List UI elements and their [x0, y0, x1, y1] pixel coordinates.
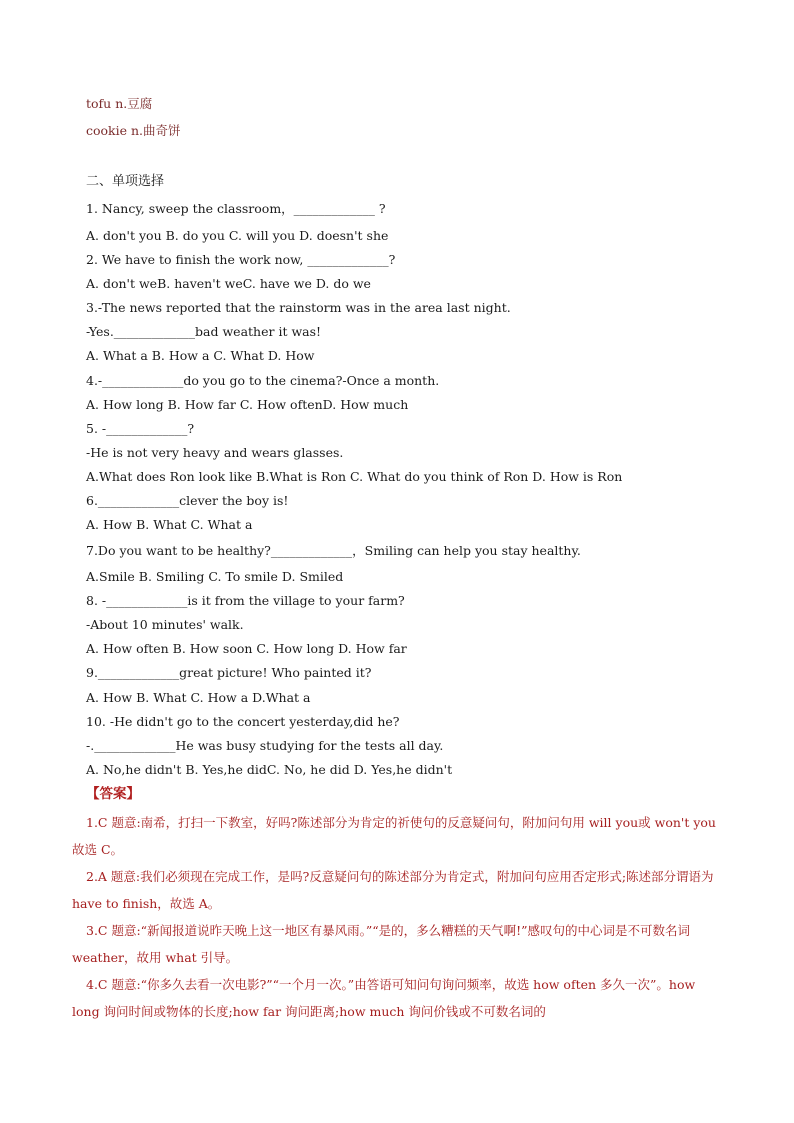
- question-3-options: A. What a B. How a C. What D. How: [86, 348, 315, 363]
- question-3-reply: -Yes._____________bad weather it was!: [86, 324, 322, 339]
- question-10-reply: -._____________He was busy studying for the tests all day.: [86, 738, 444, 753]
- question-5: 5. -_____________?: [86, 421, 195, 436]
- question-5-reply: -He is not very heavy and wears glasses.: [86, 445, 344, 460]
- question-2: 2. We have to finish the work now, _____________?: [86, 252, 396, 267]
- question-6: 6._____________clever the boy is!: [86, 493, 289, 508]
- question-9: 9._____________great picture! Who painted it?: [86, 665, 372, 680]
- question-7: 7.Do you want to be healthy?_____________，Smiling can help you stay healthy.: [86, 543, 581, 558]
- question-8-reply: -About 10 minutes' walk.: [86, 617, 244, 632]
- answer-1: 1.C 题意:南希，打扫一下教室，好吗?陈述部分为肯定的祈使句的反意疑问句，附加问句用 will you或 won't you 故选 C。: [72, 815, 716, 857]
- question-8: 8. -_____________is it from the village to your farm?: [86, 593, 405, 608]
- answer-2: 2.A 题意:我们必须现在完成工作，是吗?反意疑问句的陈述部分为肯定式，附加问句应用否定形式;陈述部分谓语为 have to finish，故选 A。: [72, 869, 714, 911]
- question-8-options: A. How often B. How soon C. How long D. How far: [86, 641, 407, 656]
- question-10-options: A. No,he didn't B. Yes,he didC. No, he did D. Yes,he didn't: [86, 762, 453, 777]
- question-5-options: A.What does Ron look like B.What is Ron C. What do you think of Ron D. How is Ron: [86, 469, 623, 484]
- vocab-item-tofu: tofu n.豆腐: [86, 96, 153, 111]
- question-6-options: A. How B. What C. What a: [86, 517, 253, 532]
- question-3: 3.-The news reported that the rainstorm was in the area last night.: [86, 300, 511, 315]
- question-1-options: A. don't you B. do you C. will you D. doesn't she: [86, 228, 389, 243]
- answer-heading: 【答案】: [86, 786, 140, 802]
- question-9-options: A. How B. What C. How a D.What a: [86, 690, 311, 705]
- question-10: 10. -He didn't go to the concert yesterday,did he?: [86, 714, 400, 729]
- question-1: 1. Nancy, sweep the classroom，_____________ ?: [86, 201, 386, 216]
- question-7-options: A.Smile B. Smiling C. To smile D. Smiled: [86, 569, 344, 584]
- section-title: 二、单项选择: [86, 174, 165, 189]
- question-2-options: A. don't weB. haven't weC. have we D. do we: [86, 276, 371, 291]
- question-4: 4.-_____________do you go to the cinema?-Once a month.: [86, 373, 440, 388]
- answer-4: 4.C 题意:“你多久去看一次电影?”“一个月一次。”由答语可知问句询问频率，故选 how often 多久一次”。how long 询问时间或物体的长度;how far 询问距离;how much 询问价钱或不可数名词的: [72, 977, 696, 1019]
- answer-3: 3.C 题意:“新闻报道说昨天晚上这一地区有暴风雨。”“是的，多么糟糕的天气啊!”感叹句的中心词是不可数名词 weather，故用 what 引导。: [72, 923, 691, 965]
- vocab-item-cookie: cookie n.曲奇饼: [86, 123, 181, 138]
- question-4-options: A. How long B. How far C. How oftenD. How much: [86, 397, 409, 412]
